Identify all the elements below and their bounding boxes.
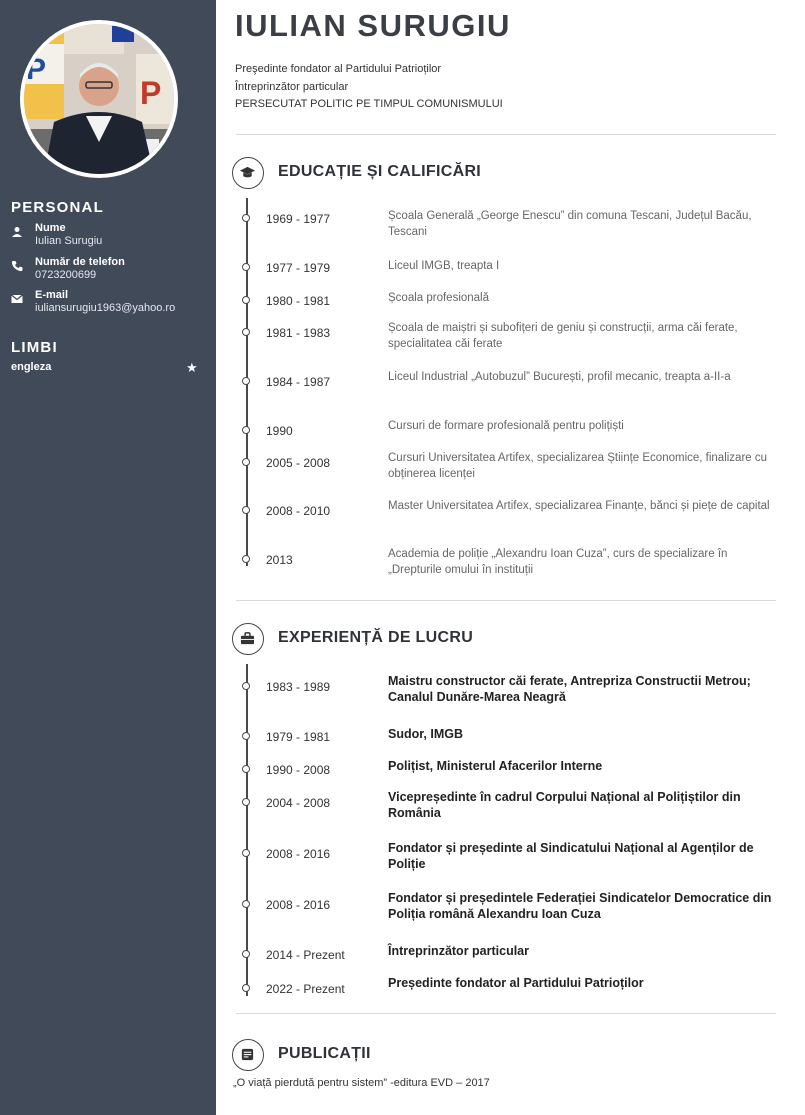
publication-item: „O viață pierdută pentru sistem” -editura EVD – 2017 bbox=[233, 1077, 490, 1089]
entry-date: 2008 - 2016 bbox=[266, 898, 331, 912]
timeline-dot bbox=[242, 798, 250, 806]
entry-date: 1969 - 1977 bbox=[266, 212, 331, 226]
main-content bbox=[216, 0, 805, 1115]
divider bbox=[236, 134, 776, 135]
page-title: IULIAN SURUGIU bbox=[235, 8, 511, 43]
education-section-title: EDUCAȚIE ȘI CALIFICĂRI bbox=[278, 163, 482, 180]
timeline-dot bbox=[242, 328, 250, 336]
timeline-dot bbox=[242, 900, 250, 908]
email-label: E-mail bbox=[35, 289, 69, 301]
divider bbox=[236, 1013, 776, 1014]
entry-date: 1983 - 1989 bbox=[266, 680, 331, 694]
personal-heading: PERSONAL bbox=[11, 199, 104, 216]
timeline-dot bbox=[242, 682, 250, 690]
experience-timeline-line bbox=[246, 664, 248, 996]
entry-text: Fondator și președintele Federației Sindicatelor Democratice din Poliția română Alexandru Ioan Cuza bbox=[388, 891, 772, 921]
entry-date: 2004 - 2008 bbox=[266, 796, 331, 810]
entry-date: 1981 - 1983 bbox=[266, 326, 331, 340]
entry-text: Școala de maiștri și subofițeri de geniu și construcții, arma căi ferate, specialitatea căi ferate bbox=[388, 322, 738, 350]
timeline-dot bbox=[242, 765, 250, 773]
publications-section-title: PUBLICAȚII bbox=[278, 1045, 371, 1062]
timeline-dot bbox=[242, 732, 250, 740]
entry-date: 2008 - 2016 bbox=[266, 847, 331, 861]
entry-text: Polițist, Ministerul Afacerilor Interne bbox=[388, 759, 603, 773]
entry-text: Președinte fondator al Partidului Patrioților bbox=[388, 976, 644, 990]
entry-text: Cursuri de formare profesională pentru polițiști bbox=[388, 420, 624, 432]
languages-heading: LIMBI bbox=[11, 339, 58, 356]
briefcase-icon bbox=[232, 623, 264, 655]
person-icon bbox=[11, 226, 23, 238]
timeline-dot bbox=[242, 950, 250, 958]
divider bbox=[236, 600, 776, 601]
entry-text: Școala profesională bbox=[388, 292, 490, 304]
star-icon: ★ bbox=[186, 360, 198, 375]
timeline-dot bbox=[242, 555, 250, 563]
graduation-cap-icon bbox=[232, 157, 264, 189]
timeline-dot bbox=[242, 296, 250, 304]
name-label: Nume bbox=[35, 222, 66, 234]
email-icon bbox=[11, 293, 23, 305]
subtitle-line: Preşedinte fondator al Partidului Patrioților bbox=[235, 63, 442, 75]
entry-date: 2014 - Prezent bbox=[266, 948, 345, 962]
entry-date: 1980 - 1981 bbox=[266, 294, 331, 308]
entry-text: Fondator și președinte al Sindicatului Național al Agenților de Poliție bbox=[388, 841, 754, 871]
experience-section-title: EXPERIENȚĂ DE LUCRU bbox=[278, 629, 474, 646]
timeline-dot bbox=[242, 426, 250, 434]
entry-date: 1979 - 1981 bbox=[266, 730, 331, 744]
entry-text: Vicepreședinte în cadrul Corpului Național al Polițiștilor din România bbox=[388, 790, 741, 820]
timeline-dot bbox=[242, 849, 250, 857]
phone-label: Număr de telefon bbox=[35, 256, 125, 268]
subtitle-line: Întreprinzător particular bbox=[235, 81, 349, 93]
timeline-dot bbox=[242, 506, 250, 514]
timeline-dot bbox=[242, 377, 250, 385]
entry-date: 1984 - 1987 bbox=[266, 375, 331, 389]
phone-icon bbox=[11, 260, 23, 272]
entry-date: 2005 - 2008 bbox=[266, 456, 331, 470]
timeline-dot bbox=[242, 214, 250, 222]
email-value[interactable]: iuliansurugiu1963@yahoo.ro bbox=[35, 302, 176, 314]
document-icon bbox=[232, 1039, 264, 1071]
profile-photo bbox=[20, 20, 178, 178]
entry-text: Cursuri Universitatea Artifex, specializarea Științe Economice, finalizare cu obținerea licenței bbox=[388, 452, 768, 480]
entry-date: 1977 - 1979 bbox=[266, 261, 331, 275]
entry-text: Școala Generală „George Enescu” din comuna Tescani, Județul Bacău, Tescani bbox=[388, 210, 752, 238]
sidebar bbox=[0, 0, 216, 1115]
timeline-dot bbox=[242, 263, 250, 271]
entry-date: 2022 - Prezent bbox=[266, 982, 345, 996]
entry-text: Master Universitatea Artifex, specializarea Finanțe, bănci și piețe de capital bbox=[388, 500, 770, 512]
entry-date: 2013 bbox=[266, 553, 293, 567]
language-item: engleza bbox=[11, 361, 52, 373]
timeline-dot bbox=[242, 984, 250, 992]
timeline-dot bbox=[242, 458, 250, 466]
entry-text: Sudor, IMGB bbox=[388, 727, 463, 741]
entry-text: Maistru constructor căi ferate, Antrepriza Constructii Metrou; Canalul Dunăre-Marea Neagră bbox=[388, 674, 751, 704]
entry-text: Liceul IMGB, treapta I bbox=[388, 260, 500, 272]
entry-date: 1990 bbox=[266, 424, 293, 438]
entry-text: Liceul Industrial „Autobuzul” București, profil mecanic, treapta a-II-a bbox=[388, 371, 731, 383]
svg-text:P: P bbox=[26, 53, 47, 86]
entry-date: 1990 - 2008 bbox=[266, 763, 331, 777]
name-value: Iulian Surugiu bbox=[35, 235, 103, 247]
phone-value[interactable]: 0723200699 bbox=[35, 269, 97, 281]
subtitle-line: PERSECUTAT POLITIC PE TIMPUL COMUNISMULUI bbox=[235, 98, 503, 110]
entry-text: Întreprinzător particular bbox=[388, 944, 529, 958]
entry-text: Academia de poliție „Alexandru Ioan Cuza”, curs de specializare în „Drepturile omului în instituții bbox=[388, 548, 728, 576]
entry-date: 2008 - 2010 bbox=[266, 504, 331, 518]
svg-text:P: P bbox=[140, 75, 162, 111]
